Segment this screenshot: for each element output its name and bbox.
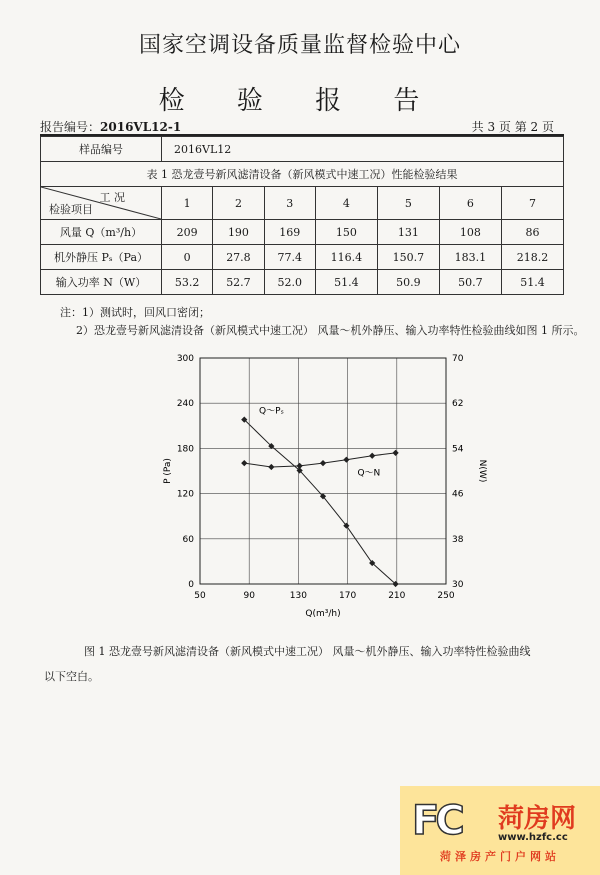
data-point — [268, 464, 274, 470]
y-tick-label: 300 — [176, 354, 194, 364]
table-cell: 209 — [162, 220, 213, 245]
table-cell: 53.2 — [162, 270, 213, 295]
condition-label: 工 况 — [99, 191, 125, 204]
logo-tagline: 菏泽房产门户网站 — [440, 850, 560, 863]
sample-label: 样品编号 — [41, 137, 162, 162]
table-caption: 表 1 恐龙壹号新风滤清设备（新风模式中速工况）性能检验结果 — [41, 162, 564, 187]
y-tick-label: 120 — [176, 489, 194, 500]
data-point — [320, 460, 326, 466]
table-row — [41, 137, 564, 162]
item-label: 检验项目 — [49, 203, 93, 216]
report-number-label: 报告编号： — [40, 120, 101, 134]
y2-tick-label: 30 — [452, 580, 464, 590]
table-cell: 52.7 — [213, 270, 264, 295]
table-cell: 169 — [264, 220, 315, 245]
column-header: 4 — [315, 187, 377, 220]
row-label: 机外静压 Pₛ（Pa） — [41, 245, 162, 270]
table-cell: 27.8 — [213, 245, 264, 270]
table-header-row — [41, 187, 564, 220]
table-cell: 150.7 — [377, 245, 439, 270]
report-number — [40, 118, 181, 135]
table-cell: 116.4 — [315, 245, 377, 270]
data-point — [241, 460, 247, 466]
data-point — [343, 457, 349, 463]
characteristic-chart — [160, 344, 500, 634]
y-tick-label: 240 — [176, 399, 194, 410]
sample-value: 2016VL12 — [162, 137, 564, 162]
figure-caption: 图 1 恐龙壹号新风滤清设备（新风模式中速工况） 风量～机外静压、输入功率特性检验曲线 — [84, 645, 531, 658]
table-cell: 50.7 — [439, 270, 501, 295]
x-tick-label: 90 — [243, 591, 255, 601]
table-cell: 190 — [213, 220, 264, 245]
x-tick-label: 170 — [339, 591, 357, 601]
table-cell: 77.4 — [264, 245, 315, 270]
organization-name: 国家空调设备质量监督检验中心 — [138, 33, 461, 58]
y2-tick-label: 46 — [452, 489, 464, 500]
report-title: 检 验 报 告 — [158, 86, 442, 116]
data-point — [392, 450, 398, 456]
table-cell: 131 — [377, 220, 439, 245]
x-tick-label: 210 — [388, 591, 406, 601]
table-cell: 0 — [162, 245, 213, 270]
logo-name: 菏房网 — [498, 804, 577, 834]
table-cell: 51.4 — [501, 270, 563, 295]
y2-tick-label: 38 — [452, 534, 464, 545]
series-line-0 — [244, 420, 395, 584]
x-tick-label: 130 — [289, 591, 307, 601]
data-point — [369, 453, 375, 459]
table-cell: 150 — [315, 220, 377, 245]
column-header: 1 — [162, 187, 213, 220]
table-cell: 51.4 — [315, 270, 377, 295]
x-tick-label: 50 — [194, 591, 206, 601]
results-table — [40, 136, 564, 295]
column-header: 3 — [264, 187, 315, 220]
site-logo — [400, 786, 600, 875]
table-row — [41, 270, 564, 295]
page-count: 共 3 页 第 2 页 — [471, 120, 554, 134]
y2-tick-label: 70 — [452, 354, 464, 364]
row-label: 输入功率 N（W） — [41, 270, 162, 295]
table-row — [41, 162, 564, 187]
blank-below-note: 以下空白。 — [44, 670, 99, 683]
table-cell: 52.0 — [264, 270, 315, 295]
y2-tick-label: 62 — [452, 399, 464, 410]
table-cell: 183.1 — [439, 245, 501, 270]
row-label: 风量 Q（m³/h） — [41, 220, 162, 245]
logo-mark: FC — [412, 798, 461, 844]
note-2: 2）恐龙壹号新风滤清设备（新风模式中速工况） 风量～机外静压、输入功率特性检验曲线如图 1 所示。 — [76, 324, 585, 337]
x-tick-label: 250 — [437, 591, 455, 601]
note-1: 注：1）测试时，回风口密闭； — [60, 306, 210, 319]
report-number-value: 2016VL12-1 — [100, 120, 182, 134]
table-cell: 86 — [501, 220, 563, 245]
x-axis-label: Q(m³/h) — [305, 609, 341, 619]
column-header: 7 — [501, 187, 563, 220]
column-header: 5 — [377, 187, 439, 220]
column-header: 6 — [439, 187, 501, 220]
column-header: 2 — [213, 187, 264, 220]
y-tick-label: 60 — [182, 534, 194, 545]
table-cell: 50.9 — [377, 270, 439, 295]
diagonal-header-cell — [41, 187, 162, 220]
table-cell: 218.2 — [501, 245, 563, 270]
table-row — [41, 245, 564, 270]
y2-axis-label: N(W) — [477, 459, 487, 483]
series-label-pressure: Q～Pₛ — [259, 406, 284, 417]
y-axis-label: P (Pa) — [163, 458, 173, 484]
logo-url: www.hzfc.cc — [498, 832, 568, 843]
y-tick-label: 0 — [188, 580, 194, 590]
y2-tick-label: 54 — [452, 444, 464, 455]
series-label-power: Q～N — [357, 468, 381, 479]
plot-frame — [200, 358, 446, 584]
table-cell: 108 — [439, 220, 501, 245]
table-row — [41, 220, 564, 245]
y-tick-label: 180 — [176, 444, 194, 455]
